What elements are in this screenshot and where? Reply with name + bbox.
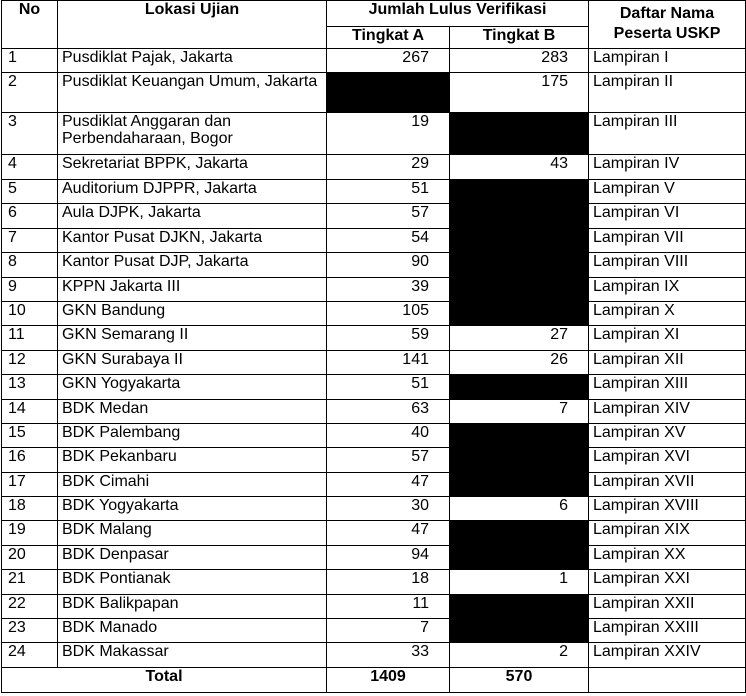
row-level-a: 30 [327,497,450,521]
row-level-a: 63 [327,399,450,423]
row-no: 8 [2,253,58,277]
row-level-b-redacted [450,619,589,643]
row-location: BDK Balikpapan [58,594,327,618]
row-location: BDK Palembang [58,423,327,447]
table-row [2,155,746,180]
header-no: No [2,1,58,49]
table-row [2,497,746,521]
row-no: 24 [2,643,58,667]
row-level-a: 18 [327,570,450,594]
row-no: 5 [2,180,58,204]
header-passed: Jumlah Lulus Verifikasi [327,1,589,27]
table-row [2,570,746,594]
row-level-b-redacted [450,113,589,155]
row-level-b-redacted [450,448,589,472]
row-level-a: 94 [327,545,450,569]
row-location: Pusdiklat Pajak, Jakarta [58,49,327,73]
row-list: Lampiran XV [589,423,746,447]
row-level-b-redacted [450,228,589,252]
row-level-b-redacted [450,180,589,204]
row-no: 23 [2,619,58,643]
row-list: Lampiran XIII [589,375,746,399]
row-location: GKN Surabaya II [58,350,327,374]
row-no: 7 [2,228,58,252]
row-level-b: 26 [450,350,589,374]
row-list: Lampiran XXI [589,570,746,594]
row-list: Lampiran VIII [589,253,746,277]
table-row [2,326,746,350]
row-location: GKN Bandung [58,301,327,325]
table-row [2,113,746,155]
row-location: BDK Pontianak [58,570,327,594]
row-location: Pusdiklat Anggaran dan Perbendaharaan, Bogor [58,113,327,155]
row-no: 16 [2,448,58,472]
passed-verification-table [1,0,746,693]
row-level-b: 6 [450,497,589,521]
table-row [2,73,746,113]
row-list: Lampiran XIV [589,399,746,423]
row-level-b-redacted [450,301,589,325]
row-list: Lampiran XIX [589,521,746,545]
row-location: Pusdiklat Keuangan Umum, Jakarta [58,73,327,113]
header-level-b: Tingkat B [450,27,589,49]
row-list: Lampiran XI [589,326,746,350]
table-row [2,399,746,423]
row-level-a: 39 [327,277,450,301]
row-level-b-redacted [450,521,589,545]
row-level-b: 7 [450,399,589,423]
row-no: 10 [2,301,58,325]
table-row [2,350,746,374]
row-level-a: 57 [327,448,450,472]
row-level-a: 11 [327,594,450,618]
table-row [2,204,746,228]
row-no: 17 [2,472,58,496]
table-row [2,521,746,545]
row-no: 14 [2,399,58,423]
row-level-b-redacted [450,594,589,618]
row-level-b: 175 [450,73,589,113]
row-level-a: 40 [327,423,450,447]
row-list: Lampiran II [589,73,746,113]
row-location: BDK Manado [58,619,327,643]
row-level-b-redacted [450,545,589,569]
row-level-b-redacted [450,375,589,399]
total-empty [589,667,746,692]
row-location: Kantor Pusat DJKN, Jakarta [58,228,327,252]
row-level-a: 47 [327,521,450,545]
row-level-b: 43 [450,155,589,180]
row-location: BDK Medan [58,399,327,423]
table-row [2,594,746,618]
row-no: 19 [2,521,58,545]
row-no: 13 [2,375,58,399]
row-list: Lampiran I [589,49,746,73]
row-no: 1 [2,49,58,73]
row-no: 21 [2,570,58,594]
row-level-a: 267 [327,49,450,73]
row-level-b-redacted [450,472,589,496]
row-location: BDK Denpasar [58,545,327,569]
table-row [2,643,746,667]
row-level-a: 90 [327,253,450,277]
row-list: Lampiran XVI [589,448,746,472]
row-level-a: 59 [327,326,450,350]
row-level-b-redacted [450,277,589,301]
row-level-b: 2 [450,643,589,667]
row-list: Lampiran IX [589,277,746,301]
row-list: Lampiran XX [589,545,746,569]
total-label: Total [2,667,327,692]
row-level-b: 27 [450,326,589,350]
row-no: 6 [2,204,58,228]
row-list: Lampiran XXIV [589,643,746,667]
row-level-b: 283 [450,49,589,73]
row-no: 22 [2,594,58,618]
row-no: 4 [2,155,58,180]
row-list: Lampiran XVIII [589,497,746,521]
row-level-a: 51 [327,375,450,399]
row-location: Aula DJPK, Jakarta [58,204,327,228]
row-level-a: 54 [327,228,450,252]
row-level-a-redacted [327,73,450,113]
row-location: BDK Yogyakarta [58,497,327,521]
header-level-a: Tingkat A [327,27,450,49]
row-level-b-redacted [450,204,589,228]
row-no: 15 [2,423,58,447]
row-location: BDK Pekanbaru [58,448,327,472]
row-list: Lampiran XII [589,350,746,374]
table-row [2,472,746,496]
header-list: Daftar Nama Peserta USKP [589,1,746,49]
row-level-a: 57 [327,204,450,228]
row-list: Lampiran XXIII [589,619,746,643]
row-location: KPPN Jakarta III [58,277,327,301]
row-level-a: 19 [327,113,450,155]
row-location: BDK Makassar [58,643,327,667]
row-level-b-redacted [450,423,589,447]
row-level-a: 7 [327,619,450,643]
row-list: Lampiran VI [589,204,746,228]
row-list: Lampiran XXII [589,594,746,618]
row-no: 2 [2,73,58,113]
row-no: 3 [2,113,58,155]
row-location: BDK Cimahi [58,472,327,496]
total-level-a: 1409 [327,667,450,692]
table-row [2,545,746,569]
table-row [2,448,746,472]
table-row [2,375,746,399]
row-list: Lampiran V [589,180,746,204]
table-row [2,228,746,252]
table-row [2,619,746,643]
total-level-b: 570 [450,667,589,692]
row-location: Sekretariat BPPK, Jakarta [58,155,327,180]
row-list: Lampiran III [589,113,746,155]
table-row [2,301,746,325]
row-location: GKN Yogyakarta [58,375,327,399]
table-row [2,49,746,73]
row-location: Auditorium DJPPR, Jakarta [58,180,327,204]
row-no: 11 [2,326,58,350]
row-list: Lampiran VII [589,228,746,252]
row-level-a: 47 [327,472,450,496]
row-no: 20 [2,545,58,569]
row-list: Lampiran IV [589,155,746,180]
table-row [2,423,746,447]
row-no: 9 [2,277,58,301]
table-row [2,277,746,301]
row-level-a: 29 [327,155,450,180]
table-row [2,253,746,277]
row-location: BDK Malang [58,521,327,545]
row-location: GKN Semarang II [58,326,327,350]
row-no: 18 [2,497,58,521]
row-level-a: 51 [327,180,450,204]
row-level-a: 33 [327,643,450,667]
row-level-a: 105 [327,301,450,325]
row-no: 12 [2,350,58,374]
row-level-b: 1 [450,570,589,594]
row-level-b-redacted [450,253,589,277]
row-list: Lampiran XVII [589,472,746,496]
table-row [2,180,746,204]
header-location: Lokasi Ujian [58,1,327,49]
row-level-a: 141 [327,350,450,374]
row-location: Kantor Pusat DJP, Jakarta [58,253,327,277]
row-list: Lampiran X [589,301,746,325]
